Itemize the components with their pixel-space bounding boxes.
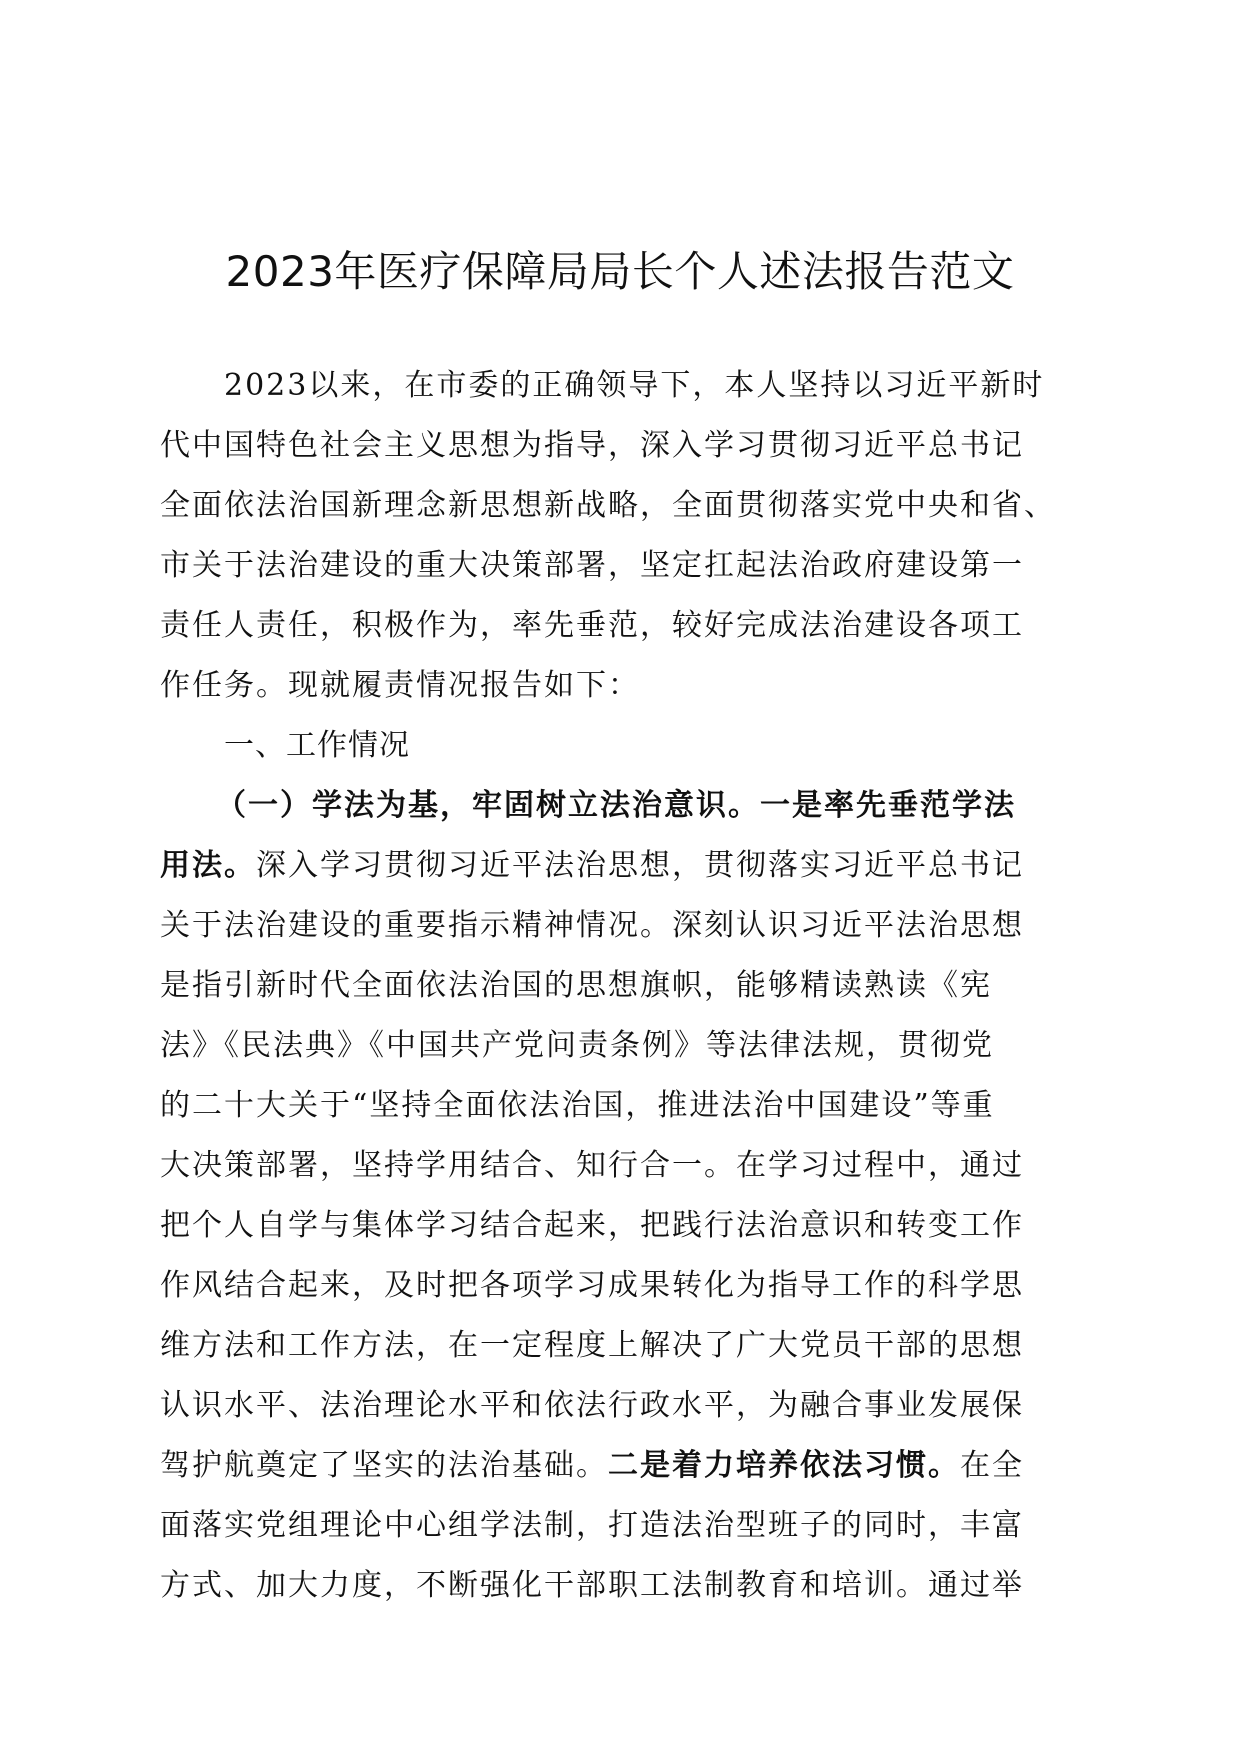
- paragraph-line: 方式、加大力度，不断强化干部职工法制教育和培训。通过举: [160, 1568, 1024, 1603]
- paragraph-line: 面落实党组理论中心组学法制，打造法治型班子的同时，丰富: [160, 1508, 1024, 1543]
- paragraph-text: 深入学习贯彻习近平法治思想，贯彻落实习近平总书记: [256, 848, 1024, 883]
- section-heading: 一、工作情况: [224, 728, 410, 763]
- paragraph-line: 2023以来，在市委的正确领导下，本人坚持以习近平新时: [224, 368, 1045, 403]
- subsection-heading: （一）学法为基，牢固树立法治意识。一是率先垂范学法: [216, 788, 1016, 823]
- document-title: 2023年医疗保障局局长个人述法报告范文: [225, 247, 1015, 296]
- document-body: [160, 356, 1060, 1616]
- paragraph-line: 作风结合起来，及时把各项学习成果转化为指导工作的科学思: [160, 1268, 1024, 1303]
- bold-phrase: 用法。: [160, 848, 256, 883]
- paragraph-line: [160, 1436, 1060, 1496]
- paragraph-line: 全面依法治国新理念新思想新战略，全面贯彻落实党中央和省、: [160, 488, 1056, 523]
- paragraph-line: 代中国特色社会主义思想为指导，深入学习贯彻习近平总书记: [160, 428, 1024, 463]
- paragraph-line: 是指引新时代全面依法治国的思想旗帜，能够精读熟读《宪: [160, 968, 992, 1003]
- paragraph-line: 作任务。现就履责情况报告如下：: [160, 668, 640, 703]
- bold-phrase: 二是着力培养依法习惯。: [608, 1448, 960, 1483]
- paragraph-line: 维方法和工作方法，在一定程度上解决了广大党员干部的思想: [160, 1328, 1024, 1363]
- paragraph-line: 责任人责任，积极作为，率先垂范，较好完成法治建设各项工: [160, 608, 1024, 643]
- paragraph-text: 在全: [960, 1448, 1024, 1483]
- paragraph-line: 大决策部署，坚持学用结合、知行合一。在学习过程中，通过: [160, 1148, 1024, 1183]
- paragraph-line: 关于法治建设的重要指示精神情况。深刻认识习近平法治思想: [160, 908, 1024, 943]
- paragraph-line: 法》《民法典》《中国共产党问责条例》等法律法规，贯彻党: [160, 1028, 994, 1063]
- paragraph-line: 把个人自学与集体学习结合起来，把践行法治意识和转变工作: [160, 1208, 1024, 1243]
- paragraph-line: [160, 836, 1060, 896]
- paragraph-text: 驾护航奠定了坚实的法治基础。: [160, 1448, 608, 1483]
- paragraph-line: 市关于法治建设的重大决策部署，坚定扛起法治政府建设第一: [160, 548, 1024, 583]
- paragraph-line: 认识水平、法治理论水平和依法行政水平，为融合事业发展保: [160, 1388, 1024, 1423]
- paragraph-line: 的二十大关于“坚持全面依法治国，推进法治中国建设”等重: [160, 1088, 995, 1123]
